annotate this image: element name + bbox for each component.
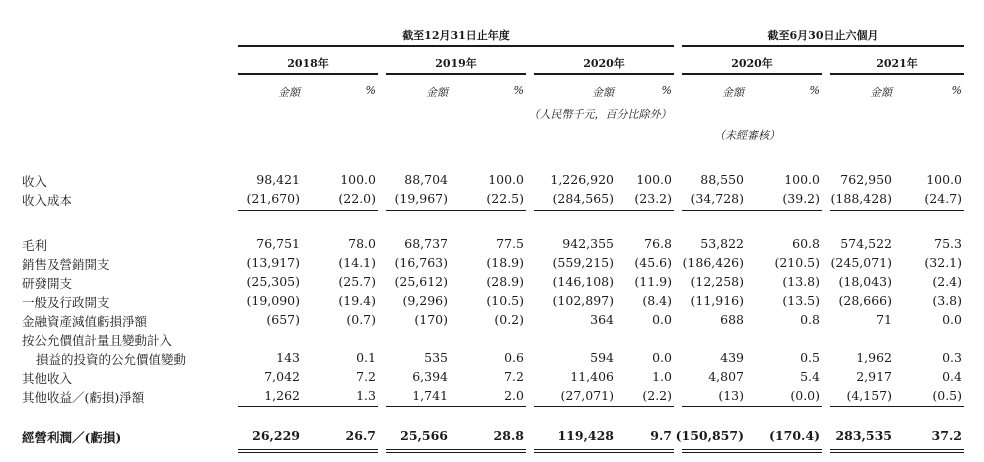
subheader-amount: 金額 bbox=[722, 86, 744, 99]
table-cell: (3.8) bbox=[932, 293, 962, 308]
table-cell: (8.4) bbox=[642, 293, 672, 308]
table-cell: 98,421 bbox=[256, 172, 300, 187]
total-value: (150,857) bbox=[675, 428, 744, 443]
table-cell: 2,917 bbox=[856, 369, 892, 384]
total-top-rule bbox=[386, 406, 526, 407]
total-value: 119,428 bbox=[557, 428, 614, 443]
table-cell: 942,355 bbox=[562, 236, 614, 251]
table-cell: (24.7) bbox=[924, 191, 962, 206]
table-cell: 1.3 bbox=[356, 388, 376, 403]
total-value: 26.7 bbox=[345, 428, 376, 443]
row-label: 毛利 bbox=[22, 238, 48, 253]
table-cell: 0.8 bbox=[800, 312, 820, 327]
table-cell: 76.8 bbox=[644, 236, 672, 251]
table-cell: (22.0) bbox=[338, 191, 376, 206]
table-cell: (21,670) bbox=[246, 191, 300, 206]
total-top-rule bbox=[534, 406, 674, 407]
table-cell: (19,090) bbox=[246, 293, 300, 308]
subheader-percent: % bbox=[951, 84, 962, 97]
year-rule bbox=[682, 73, 822, 75]
year-rule bbox=[534, 73, 674, 75]
table-cell: (25,612) bbox=[394, 274, 448, 289]
total-value: 37.2 bbox=[931, 428, 962, 443]
subtotal-rule bbox=[386, 210, 526, 211]
table-cell: 762,950 bbox=[840, 172, 892, 187]
table-cell: 1,226,920 bbox=[550, 172, 614, 187]
total-bottom-rule bbox=[534, 452, 674, 453]
table-cell: (22.5) bbox=[486, 191, 524, 206]
total-bottom-rule bbox=[238, 449, 378, 450]
table-cell: (13.5) bbox=[782, 293, 820, 308]
group-rule-halfyear bbox=[682, 45, 964, 47]
table-cell: 11,406 bbox=[570, 369, 614, 384]
table-cell: 1,262 bbox=[264, 388, 300, 403]
table-cell: (11.9) bbox=[634, 274, 672, 289]
subheader-percent: % bbox=[513, 84, 524, 97]
table-cell: (0.5) bbox=[932, 388, 962, 403]
table-cell: 535 bbox=[424, 350, 448, 365]
table-cell: 4,807 bbox=[708, 369, 744, 384]
row-label: 按公允價值計量且變動計入 bbox=[22, 333, 173, 348]
table-cell: (11,916) bbox=[690, 293, 744, 308]
table-cell: 6,394 bbox=[412, 369, 448, 384]
table-cell: 0.0 bbox=[942, 312, 962, 327]
table-cell: 143 bbox=[276, 350, 300, 365]
table-cell: 76,751 bbox=[256, 236, 300, 251]
subheader-percent: % bbox=[809, 84, 820, 97]
table-cell: (25.7) bbox=[338, 274, 376, 289]
table-cell: (28.9) bbox=[486, 274, 524, 289]
table-cell: (284,565) bbox=[552, 191, 614, 206]
total-value: 283,535 bbox=[835, 428, 892, 443]
subheader-amount: 金額 bbox=[592, 86, 614, 99]
table-cell: 60.8 bbox=[792, 236, 820, 251]
total-bottom-rule bbox=[386, 449, 526, 450]
table-cell: (14.1) bbox=[338, 255, 376, 270]
table-cell: 100.0 bbox=[488, 172, 524, 187]
table-cell: (657) bbox=[266, 312, 300, 327]
total-bottom-rule bbox=[238, 452, 378, 453]
subheader-percent: % bbox=[365, 84, 376, 97]
table-cell: 0.4 bbox=[942, 369, 962, 384]
table-cell: (19.4) bbox=[338, 293, 376, 308]
table-cell: 7.2 bbox=[504, 369, 524, 384]
table-cell: 364 bbox=[590, 312, 614, 327]
row-label: 其他收益／(虧損)淨額 bbox=[22, 390, 145, 405]
table-cell: 100.0 bbox=[784, 172, 820, 187]
table-cell: (34,728) bbox=[690, 191, 744, 206]
year-rule bbox=[386, 73, 526, 75]
row-label: 銷售及營銷開支 bbox=[22, 257, 110, 272]
table-cell: 0.0 bbox=[652, 312, 672, 327]
table-cell: (146,108) bbox=[552, 274, 614, 289]
total-bottom-rule bbox=[682, 449, 822, 450]
table-cell: (0.0) bbox=[790, 388, 820, 403]
total-bottom-rule bbox=[830, 449, 964, 450]
row-label: 收入成本 bbox=[22, 193, 73, 208]
row-label: 收入 bbox=[22, 174, 48, 189]
year-header-2020-h1: 2020年 bbox=[731, 57, 773, 70]
total-bottom-rule bbox=[682, 452, 822, 453]
row-label: 研發開支 bbox=[22, 276, 73, 291]
total-value: 26,229 bbox=[252, 428, 300, 443]
subtotal-rule bbox=[830, 210, 964, 211]
total-bottom-rule bbox=[534, 449, 674, 450]
table-cell: 7,042 bbox=[264, 369, 300, 384]
table-cell: 7.2 bbox=[356, 369, 376, 384]
table-cell: (16,763) bbox=[394, 255, 448, 270]
table-cell: (2.2) bbox=[642, 388, 672, 403]
table-cell: (0.7) bbox=[346, 312, 376, 327]
table-cell: (102,897) bbox=[552, 293, 614, 308]
table-cell: 71 bbox=[876, 312, 892, 327]
table-cell: 78.0 bbox=[348, 236, 376, 251]
table-cell: (10.5) bbox=[486, 293, 524, 308]
table-cell: (23.2) bbox=[634, 191, 672, 206]
table-cell: (27,071) bbox=[560, 388, 614, 403]
table-cell: (19,967) bbox=[394, 191, 448, 206]
row-label: 損益的投資的公允價值變動 bbox=[36, 352, 187, 367]
total-top-rule bbox=[238, 406, 378, 407]
row-label: 其他收入 bbox=[22, 371, 73, 386]
table-cell: (28,666) bbox=[838, 293, 892, 308]
table-cell: 53,822 bbox=[700, 236, 744, 251]
table-cell: 0.1 bbox=[356, 350, 376, 365]
subtotal-rule bbox=[682, 210, 822, 211]
table-cell: 0.3 bbox=[942, 350, 962, 365]
table-cell: (0.2) bbox=[494, 312, 524, 327]
total-top-rule bbox=[682, 406, 822, 407]
total-label: 經營利潤／(虧損) bbox=[22, 430, 122, 445]
group-header-halfyear: 截至6月30日止六個月 bbox=[767, 29, 879, 42]
table-cell: 88,550 bbox=[700, 172, 744, 187]
table-cell: (9,296) bbox=[402, 293, 448, 308]
table-cell: 2.0 bbox=[504, 388, 524, 403]
table-cell: (4,157) bbox=[846, 388, 892, 403]
total-bottom-rule bbox=[386, 452, 526, 453]
row-label: 金融資產減值虧損淨額 bbox=[22, 314, 148, 329]
table-cell: 594 bbox=[590, 350, 614, 365]
table-cell: (2.4) bbox=[932, 274, 962, 289]
currency-note: （人民幣千元，百分比除外） bbox=[528, 108, 672, 121]
year-rule bbox=[238, 73, 378, 75]
table-cell: (188,428) bbox=[830, 191, 892, 206]
subheader-amount: 金額 bbox=[426, 86, 448, 99]
subheader-amount: 金額 bbox=[278, 86, 300, 99]
table-cell: (18,043) bbox=[838, 274, 892, 289]
table-cell: (45.6) bbox=[634, 255, 672, 270]
table-cell: 100.0 bbox=[926, 172, 962, 187]
total-value: 9.7 bbox=[650, 428, 672, 443]
group-rule-annual bbox=[238, 45, 674, 47]
year-rule bbox=[830, 73, 964, 75]
table-cell: 100.0 bbox=[340, 172, 376, 187]
table-cell: 1,962 bbox=[856, 350, 892, 365]
total-value: (170.4) bbox=[769, 428, 820, 443]
year-header-2019: 2019年 bbox=[435, 57, 477, 70]
table-cell: (559,215) bbox=[552, 255, 614, 270]
table-cell: 75.3 bbox=[934, 236, 962, 251]
total-top-rule bbox=[830, 406, 964, 407]
year-header-2018: 2018年 bbox=[287, 57, 329, 70]
table-cell: (186,426) bbox=[682, 255, 744, 270]
unaudited-note: （未經審核） bbox=[714, 129, 780, 142]
table-cell: 100.0 bbox=[636, 172, 672, 187]
table-cell: 439 bbox=[720, 350, 744, 365]
table-cell: 0.6 bbox=[504, 350, 524, 365]
table-cell: (13) bbox=[718, 388, 744, 403]
subtotal-rule bbox=[534, 210, 674, 211]
subheader-percent: % bbox=[661, 84, 672, 97]
total-value: 28.8 bbox=[493, 428, 524, 443]
table-cell: (170) bbox=[414, 312, 448, 327]
total-value: 25,566 bbox=[400, 428, 448, 443]
table-cell: 688 bbox=[720, 312, 744, 327]
table-cell: 0.0 bbox=[652, 350, 672, 365]
table-cell: 88,704 bbox=[404, 172, 448, 187]
group-header-annual: 截至12月31日止年度 bbox=[402, 29, 510, 42]
table-cell: 1.0 bbox=[652, 369, 672, 384]
table-cell: 0.5 bbox=[800, 350, 820, 365]
table-cell: (245,071) bbox=[830, 255, 892, 270]
subtotal-rule bbox=[238, 210, 378, 211]
table-cell: (32.1) bbox=[924, 255, 962, 270]
year-header-2021-h1: 2021年 bbox=[876, 57, 918, 70]
table-cell: (13,917) bbox=[246, 255, 300, 270]
table-cell: 77.5 bbox=[496, 236, 524, 251]
table-cell: 68,737 bbox=[404, 236, 448, 251]
year-header-2020: 2020年 bbox=[583, 57, 625, 70]
table-cell: (13.8) bbox=[782, 274, 820, 289]
table-cell: (210.5) bbox=[774, 255, 820, 270]
table-cell: (18.9) bbox=[486, 255, 524, 270]
total-bottom-rule bbox=[830, 452, 964, 453]
table-cell: (39.2) bbox=[782, 191, 820, 206]
table-cell: 1,741 bbox=[412, 388, 448, 403]
table-cell: 5.4 bbox=[800, 369, 820, 384]
table-cell: (12,258) bbox=[690, 274, 744, 289]
table-cell: (25,305) bbox=[246, 274, 300, 289]
table-cell: 574,522 bbox=[840, 236, 892, 251]
subheader-amount: 金額 bbox=[870, 86, 892, 99]
row-label: 一般及行政開支 bbox=[22, 295, 110, 310]
